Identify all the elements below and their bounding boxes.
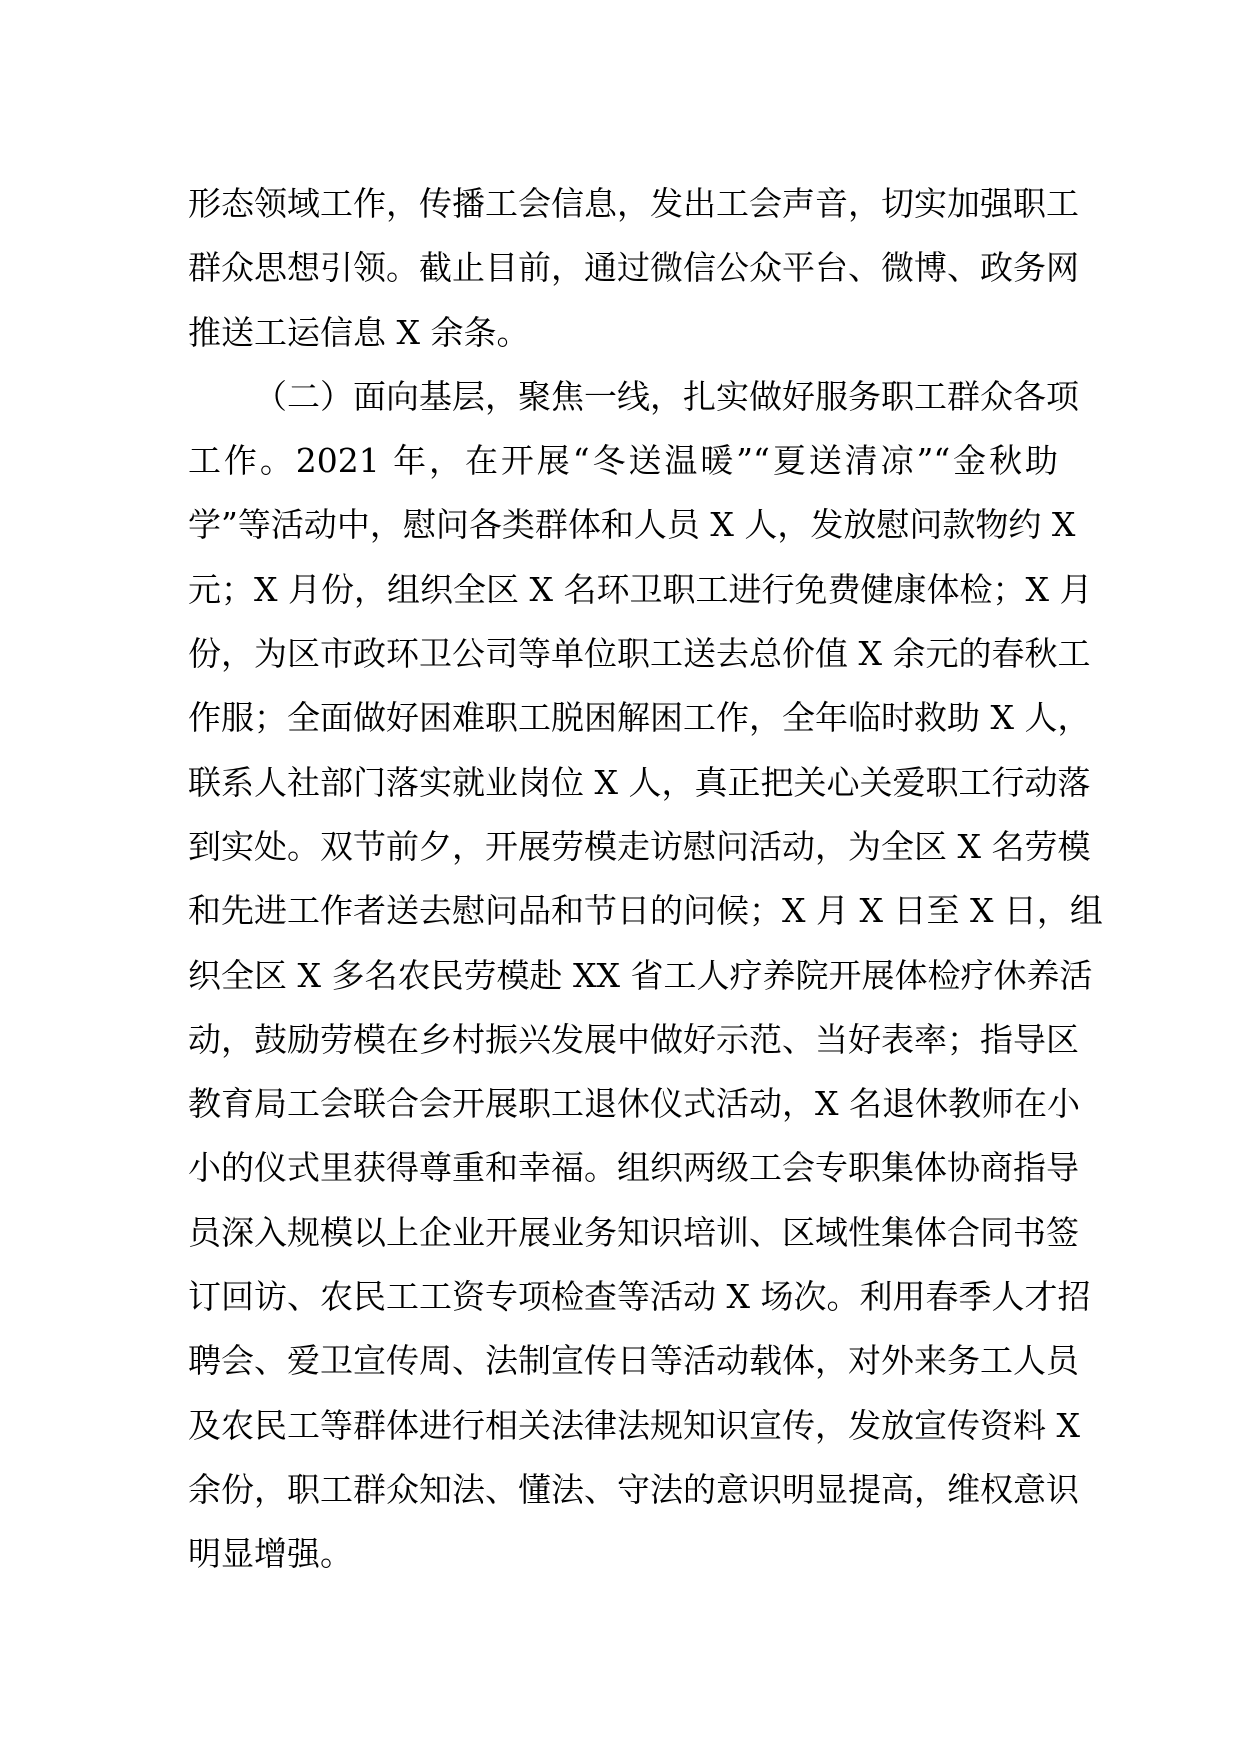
text-line: 订回访、农民工工资专项检查等活动 X 场次。利用春季人才招 [188, 1277, 1091, 1317]
text-line: 和先进工作者送去慰问品和节日的问候；X 月 X 日至 X 日，组 [188, 891, 1103, 931]
text-line: 学”等活动中，慰问各类群体和人员 X 人，发放慰问款物约 X [188, 505, 1076, 545]
text-line: 份，为区市政环卫公司等单位职工送去总价值 X 余元的春秋工 [188, 634, 1091, 674]
text-line: 明显增强。 [188, 1534, 353, 1574]
text-line: 作服；全面做好困难职工脱困解困工作，全年临时救助 X 人， [188, 698, 1091, 738]
text-line: 元；X 月份，组织全区 X 名环卫职工进行免费健康体检；X 月 [188, 569, 1093, 609]
text-line: 教育局工会联合会开展职工退休仪式活动，X 名退休教师在小 [188, 1084, 1080, 1124]
text-line: 织全区 X 多名农民劳模赴 XX 省工人疗养院开展体检疗休养活 [188, 955, 1093, 995]
text-line: 推送工运信息 X 余条。 [188, 312, 530, 352]
text-line: 联系人社部门落实就业岗位 X 人，真正把关心关爱职工行动落 [188, 762, 1091, 802]
text-line: 工作。2021 年，在开展“冬送温暖”“夏送清凉”“金秋助 [188, 441, 1058, 481]
body-text [188, 172, 1103, 1587]
text-line: 聘会、爱卫宣传周、法制宣传日等活动载体，对外来务工人员 [188, 1341, 1079, 1381]
text-line: 到实处。双节前夕，开展劳模走访慰问活动，为全区 X 名劳模 [188, 826, 1091, 866]
text-line: 群众思想引领。截止目前，通过微信公众平台、微博、政务网 [188, 248, 1079, 288]
text-line: 及农民工等群体进行相关法律法规知识宣传，发放宣传资料 X [188, 1405, 1080, 1445]
text-line: 员深入规模以上企业开展业务知识培训、区域性集体合同书签 [188, 1212, 1079, 1252]
text-line: 形态领域工作，传播工会信息，发出工会声音，切实加强职工 [188, 184, 1079, 223]
text-line: 动，鼓励劳模在乡村振兴发展中做好示范、当好表率；指导区 [188, 1019, 1079, 1059]
text-line: 余份，职工群众知法、懂法、守法的意识明显提高，维权意识 [188, 1469, 1079, 1509]
text-line: 小的仪式里获得尊重和幸福。组织两级工会专职集体协商指导 [188, 1148, 1079, 1188]
section-heading-line: （二）面向基层，聚焦一线，扎实做好服务职工群众各项 [254, 376, 1079, 416]
